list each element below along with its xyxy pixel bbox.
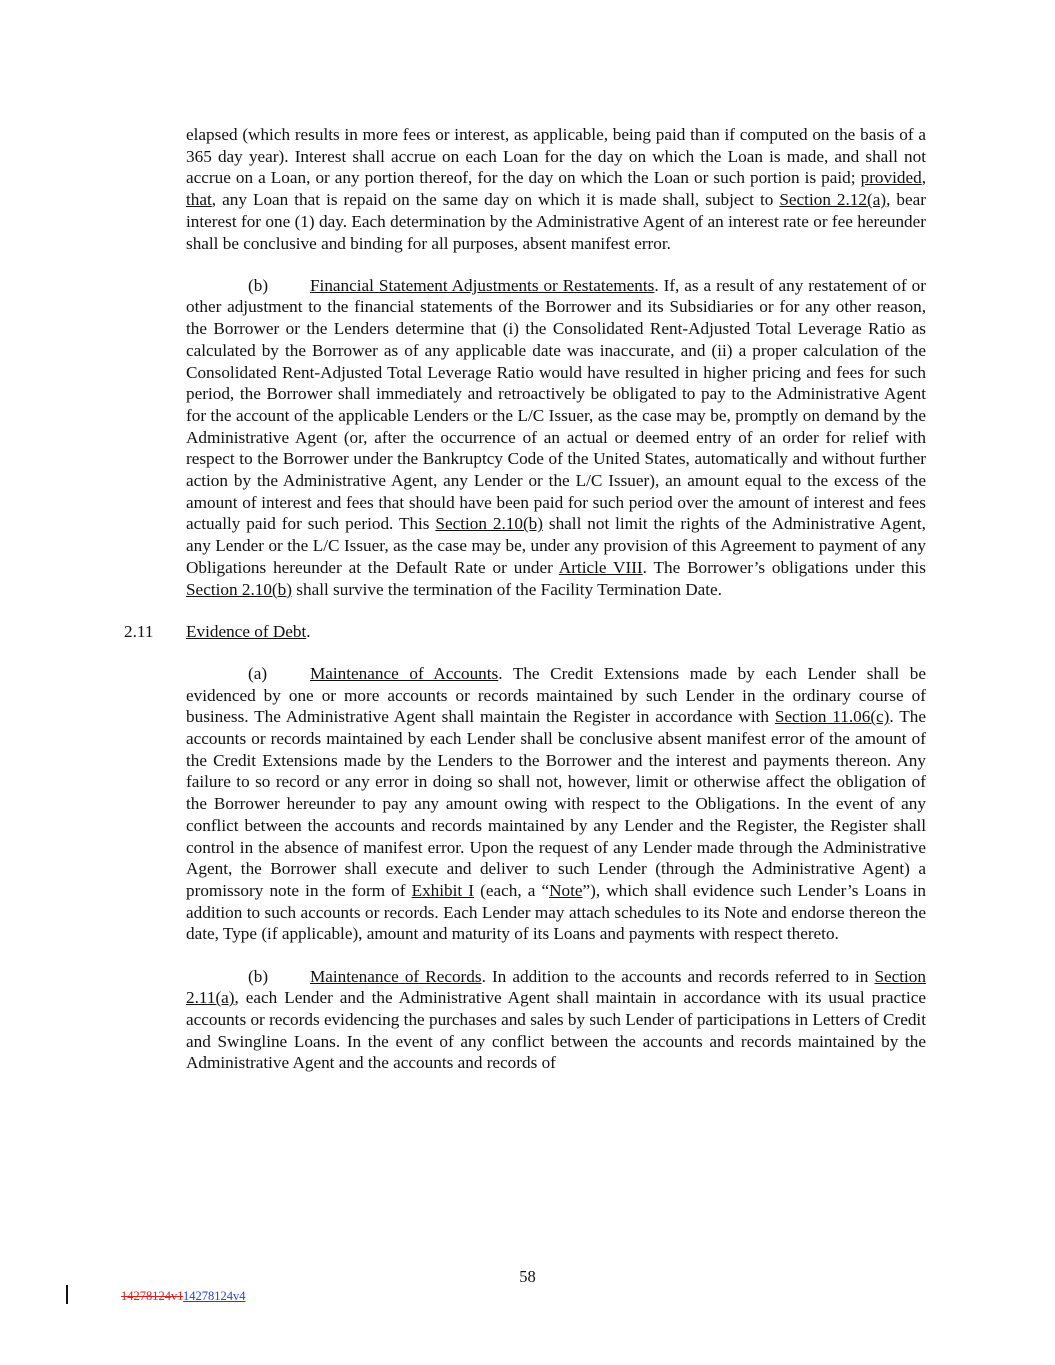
- section-number: 2.11: [124, 621, 154, 641]
- document-id-inserted: 14278124v4: [183, 1289, 246, 1303]
- document-id-deleted: 14278124v1: [121, 1289, 184, 1303]
- body-text: [124, 124, 927, 1074]
- clause-heading: Maintenance of Records: [310, 966, 482, 986]
- text-run: ,: [921, 168, 926, 188]
- paragraph-2-11-b: [186, 966, 926, 1075]
- cross-reference: Section 2.12(a): [779, 190, 887, 210]
- cross-reference: Article VIII: [558, 557, 643, 577]
- text-run: elapsed (which results in more fees or interest, as applicable, being paid than if computed on the basis of a 365 day year). Interest shall accrue on each Loan for the day on which the Loan is made, and shall not accrue on a Loan, or any portion thereof, for the day on which the Loan or such portion is paid;: [186, 125, 926, 188]
- text-run: shall survive the termination of the Facility Termination Date.: [291, 579, 722, 599]
- paragraph-2-10-b: [186, 275, 926, 601]
- section-heading-2-11: [124, 621, 926, 643]
- term-that: that: [186, 190, 212, 210]
- text-run: . The Borrower’s obligations under this: [642, 557, 926, 577]
- clause-label: (a): [248, 663, 268, 683]
- clause-label: (b): [248, 966, 269, 986]
- paragraph-continuation: [186, 124, 926, 254]
- section-title-period: .: [306, 621, 311, 641]
- cross-reference: Section 11.06(c): [774, 707, 890, 727]
- text-run: . If, as a result of any restatement of or other adjustment to the financial statements of the Borrower and its Subsidiaries or for any other reason, the Borrower or the Lenders determine that (i) the Consolidated Rent-Adjusted Total Leverage Ratio as calculated by the Borrower as of any applicable date was inaccurate, and (ii) a proper calculation of the Consolidated Rent-Adjusted Total Leverage Ratio would have resulted in higher pricing and fees for such period, the Borrower shall immediately and retroactively be obligated to pay to the Administrative Agent for the account of the applicable Lenders or the L/C Issuer, as the case may be, promptly on demand by the Administrative Agent (or, after the occurrence of an actual or deemed entry of an order for relief with respect to the Borrower under the Bankruptcy Code of the United States, automatically and without further action by the Administrative Agent, any Lender or the L/C Issuer), an amount equal to the excess of the amount of interest and fees that should have been paid for such period over the amount of interest and fees actually paid for such period. This: [186, 275, 927, 534]
- document-id: [121, 1289, 246, 1304]
- text-run: , any Loan that is repaid on the same day on which it is made shall, subject to: [211, 190, 780, 210]
- text-run: . The accounts or records maintained by each Lender shall be conclusive absent manifest error of the amount of the Credit Extensions made by the Lenders to the Borrower and the interest and payments thereon. Any failure to so record or any error in doing so shall not, however, limit or otherwise affect the obligation of the Borrower hereunder to pay any amount owing with respect to the Obligations. In the event of any conflict between the accounts and records maintained by any Lender and the Register, the Register shall control in the absence of manifest error. Upon the request of any Lender made through the Administrative Agent, the Borrower shall execute and deliver to such Lender (through the Administrative Agent) a promissory note in the form of: [186, 707, 926, 900]
- term-provided: provided: [860, 168, 922, 188]
- text-run: shall not limit the rights of the Administrative Agent, any Lender or the L/C Issuer, as the case may be, under any provision of this Agreement to payment of any Obligations hereunder at the Default Rate or under: [186, 514, 926, 577]
- defined-term: Note: [549, 881, 583, 900]
- cross-reference: Section 2.10(b): [186, 579, 292, 599]
- cross-reference: Section 2.11(a): [186, 966, 926, 1008]
- text-run: , each Lender and the Administrative Agent shall maintain in accordance with its usual practice accounts or records evidencing the purchases and sales by such Lender of participations in Letters of Credit and Swingline Loans. In the event of any conflict between the accounts and records maintained by the Administrative Agent and the accounts and records of: [186, 988, 926, 1073]
- text-run: ”), which shall evidence such Lender’s Loans in addition to such accounts or records. Each Lender may attach schedules to its Note and endorse thereon the date, Type (if applicable), amount and maturity of its Loans and payments with respect thereto.: [186, 881, 926, 944]
- paragraph-2-11-a: [186, 663, 926, 945]
- text-run: (each, a “: [474, 881, 550, 900]
- text-run: . The Credit Extensions made by each Lender shall be evidenced by one or more accounts or records maintained by such Lender in the ordinary course of business. The Administrative Agent shall maintain the Register in accordance with: [186, 663, 926, 727]
- clause-heading: Financial Statement Adjustments or Restatements: [310, 275, 655, 295]
- text-run: , bear interest for one (1) day. Each determination by the Administrative Agent of an interest rate or fee hereunder shall be conclusive and binding for all purposes, absent manifest error.: [186, 190, 926, 253]
- cross-reference: Exhibit I: [411, 881, 475, 900]
- page-number: 58: [519, 1267, 536, 1286]
- cross-reference: Section 2.10(b): [435, 514, 543, 534]
- clause-label: (b): [248, 275, 269, 295]
- revision-change-bar: [66, 1285, 68, 1304]
- text-run: . In addition to the accounts and records referred to in: [481, 966, 875, 986]
- section-title: Evidence of Debt: [186, 621, 307, 641]
- clause-heading: Maintenance of Accounts: [310, 663, 499, 683]
